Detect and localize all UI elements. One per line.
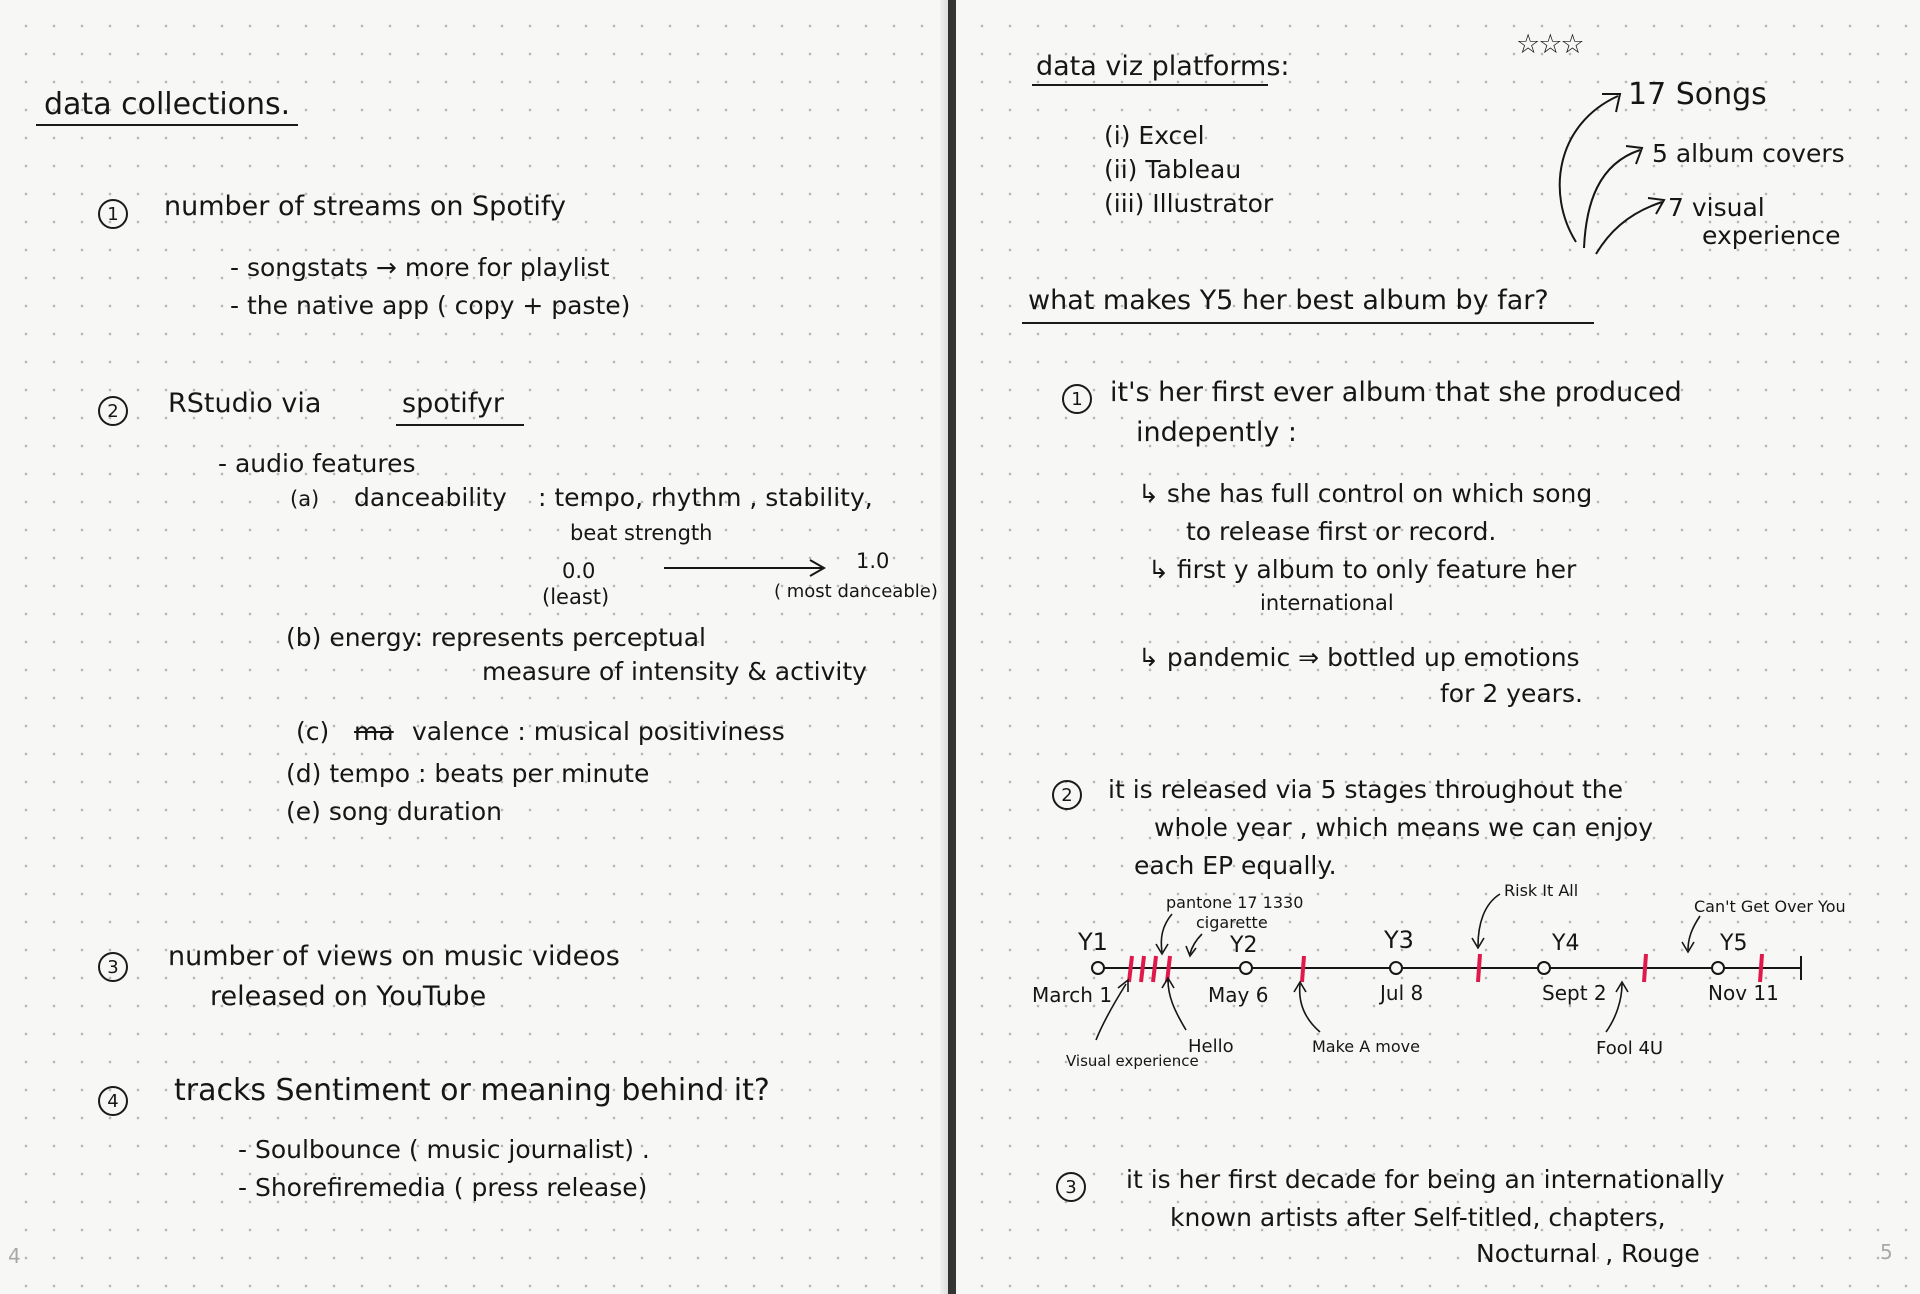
item-4-bullet-2: - Shorefiremedia ( press release) — [238, 1173, 648, 1202]
point-1-sub-1: ↳ she has full control on which song — [1138, 479, 1593, 508]
stage-node-y5 — [1712, 962, 1724, 974]
song-tick — [1760, 954, 1762, 982]
item-2-title-link: spotifyr — [402, 388, 504, 419]
song-fool-4u: Fool 4U — [1596, 1038, 1664, 1059]
stat-songs: 17 Songs — [1628, 77, 1767, 112]
song-tick — [1478, 954, 1480, 982]
stage-label-y2: Y2 — [1230, 933, 1258, 958]
stage-date-y3: Jul 8 — [1380, 981, 1424, 1005]
arrow — [1688, 916, 1700, 950]
stat-album-covers: 5 album covers — [1652, 139, 1845, 168]
point-1-sub-3b: for 2 years. — [1440, 679, 1583, 708]
stage-date-y1: March 1 — [1032, 983, 1113, 1007]
main-question: what makes Y5 her best album by far? — [1028, 285, 1549, 316]
feature-b-line-2: measure of intensity & activity — [482, 657, 867, 686]
audio-features-heading: - audio features — [218, 449, 416, 478]
item-3-line-2: released on YouTube — [210, 981, 487, 1012]
right-heading: data viz platforms: — [1036, 51, 1290, 82]
stat-visual-experience-2: experience — [1702, 221, 1841, 250]
point-2-line-1: it is released via 5 stages throughout the — [1108, 775, 1623, 804]
stage-date-y5: Nov 11 — [1708, 981, 1779, 1005]
stage-date-y4: Sept 2 — [1542, 981, 1607, 1005]
stage-label-y4: Y4 — [1552, 931, 1580, 956]
point-1-line-1: it's her first ever album that she produced — [1110, 377, 1682, 408]
stage-date-y2: May 6 — [1208, 983, 1269, 1007]
song-visual-experience: Visual experience — [1066, 1052, 1199, 1070]
arrow — [1168, 980, 1186, 1030]
item-1-title: number of streams on Spotify — [164, 191, 566, 222]
feature-a-name: danceability — [354, 483, 507, 512]
arrow — [1478, 894, 1500, 946]
left-page — [0, 0, 948, 1294]
stage-node-y4 — [1538, 962, 1550, 974]
item-2-number: 2 — [98, 396, 128, 426]
feature-a-desc-2: beat strength — [570, 521, 713, 545]
point-2-line-2: whole year , which means we can enjoy — [1154, 813, 1654, 842]
item-3-line-1: number of views on music videos — [168, 941, 620, 972]
item-4-bullet-1: - Soulbounce ( music journalist) . — [238, 1135, 650, 1164]
stage-node-y1 — [1092, 962, 1104, 974]
point-1-sub-2b: international — [1260, 591, 1394, 615]
scale-max: 1.0 — [856, 549, 890, 573]
song-hello: Hello — [1188, 1036, 1234, 1057]
stage-node-y3 — [1390, 962, 1402, 974]
point-1-sub-1b: to release first or record. — [1186, 517, 1497, 546]
song-make-a-move: Make A move — [1312, 1037, 1420, 1056]
song-tick — [1302, 956, 1304, 982]
feature-d-line: (d) tempo : beats per minute — [286, 759, 650, 788]
point-3-number: 3 — [1056, 1172, 1086, 1202]
platform-excel: (i) Excel — [1104, 121, 1205, 150]
song-tick — [1153, 956, 1156, 982]
song-pantone: pantone 17 1330 — [1166, 893, 1304, 912]
item-3-number: 3 — [98, 952, 128, 982]
scale-min: 0.0 — [562, 559, 596, 583]
point-1-number: 1 — [1062, 384, 1092, 414]
song-cant-get-over-you: Can't Get Over You — [1694, 897, 1846, 916]
feature-c-crossed-out: ma — [354, 717, 394, 746]
stage-node-y2 — [1240, 962, 1252, 974]
left-page-number: 4 — [8, 1244, 21, 1268]
point-2-line-3: each EP equally. — [1134, 851, 1337, 880]
feature-a-label: (a) — [290, 487, 320, 511]
left-heading-underline — [36, 124, 298, 126]
stage-label-y3: Y3 — [1384, 926, 1414, 954]
star-rating-icon: ☆☆☆ — [1516, 29, 1583, 60]
point-3-line-1: it is her first decade for being an internationally — [1126, 1165, 1725, 1194]
song-cigarette: cigarette — [1196, 913, 1268, 932]
item-2-title-prefix: RStudio via — [168, 388, 322, 419]
feature-c-label: (c) — [296, 717, 330, 746]
point-3-line-3: Nocturnal , Rouge — [1476, 1239, 1700, 1268]
song-tick — [1129, 956, 1132, 982]
song-risk-it-all: Risk It All — [1504, 881, 1579, 900]
feature-b-line-1: (b) energy: represents perceptual — [286, 623, 706, 652]
stage-label-y1: Y1 — [1078, 928, 1108, 956]
stat-visual-experience: 7 visual — [1668, 193, 1765, 222]
item-1-bullet-1: - songstats → more for playlist — [230, 253, 610, 282]
scale-arrow — [662, 556, 832, 580]
release-timeline — [956, 880, 1920, 1100]
song-tick — [1141, 956, 1144, 982]
platform-tableau: (ii) Tableau — [1104, 155, 1242, 184]
point-3-line-2: known artists after Self-titled, chapters, — [1170, 1203, 1666, 1232]
item-1-bullet-2: - the native app ( copy + paste) — [230, 291, 631, 320]
point-1-sub-2: ↳ first y album to only feature her — [1148, 555, 1577, 584]
right-heading-underline — [1032, 84, 1268, 86]
arrow — [1190, 934, 1202, 954]
arrow — [1300, 984, 1320, 1032]
feature-e-line: (e) song duration — [286, 797, 503, 826]
feature-c-text: valence : musical positiviness — [412, 717, 785, 746]
item-1-number: 1 — [98, 199, 128, 229]
main-question-underline — [1022, 322, 1594, 324]
scale-min-label: (least) — [542, 585, 610, 609]
platform-illustrator: (iii) Illustrator — [1104, 189, 1274, 218]
point-1-sub-3: ↳ pandemic ⇒ bottled up emotions — [1138, 643, 1580, 672]
item-2-link-underline — [396, 424, 524, 426]
stage-label-y5: Y5 — [1720, 931, 1748, 956]
song-tick — [1644, 954, 1646, 982]
right-page — [956, 0, 1920, 1294]
point-2-number: 2 — [1052, 780, 1082, 810]
point-1-line-2: indepently : — [1136, 417, 1297, 448]
right-page-number: 5 — [1880, 1240, 1893, 1264]
item-4-number: 4 — [98, 1086, 128, 1116]
item-4-title: tracks Sentiment or meaning behind it? — [174, 1073, 770, 1108]
arrow — [1606, 984, 1622, 1032]
feature-a-desc: : tempo, rhythm , stability, — [538, 483, 873, 512]
left-heading: data collections. — [44, 87, 291, 122]
scale-max-label: ( most danceable) — [774, 581, 938, 602]
